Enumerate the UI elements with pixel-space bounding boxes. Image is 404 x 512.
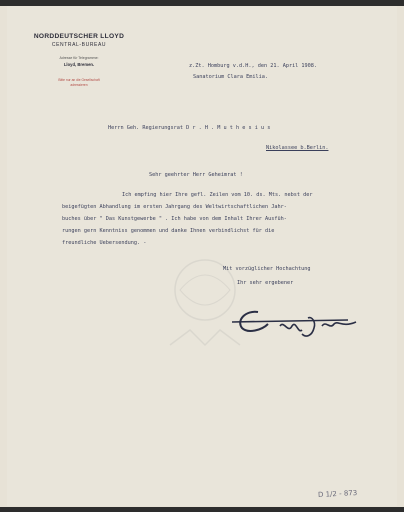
handwritten-signature <box>228 300 368 342</box>
body-line-2: beigefügten Abhandlung im ersten Jahrgang des Weltwirtschaftlichen Jahr- <box>62 204 287 210</box>
letterhead-company: NORDDEUTSCHER LLOYD <box>33 33 125 40</box>
body-line-4: rungen gern Kenntniss genommen und danke Ihnen verbindlichst für die <box>62 228 275 234</box>
letterhead-department: CENTRAL-BUREAU <box>51 42 107 48</box>
letterhead-note-line-1: Bitte nur an die Gesellschaft <box>58 78 100 82</box>
archive-mark: D 1/2 - 873 <box>317 488 358 500</box>
letterhead-address-label: Adresse für Telegramme: <box>59 56 99 60</box>
letterhead-telegram-address: Lloyd, Bremen. <box>63 62 95 67</box>
closing-line-2: Ihr sehr ergebener <box>237 280 294 286</box>
closing-line-1: Mit vorzüglicher Hochachtung <box>223 266 311 272</box>
recipient: Herrn Geh. Regierungsrat D r . H . M u t h e s i u s <box>108 125 271 131</box>
letterhead-note-line-2: adressieren <box>70 83 88 87</box>
scan-border-bottom <box>0 507 404 512</box>
salutation: Sehr geehrter Herr Geheimrat ! <box>149 172 243 178</box>
sanatorium-line: Sanatorium Clara Emilia. <box>193 74 268 80</box>
body-line-1: Ich empfing hier Ihre gefl. Zeilen vom 10. ds. Mts. nebst der <box>122 192 313 198</box>
place-date: z.Zt. Homburg v.d.H., den 21. April 1908. <box>189 63 318 69</box>
recipient-address: Nikolassee b.Berlin. <box>266 145 329 151</box>
body-line-5: freundliche Uebersendung. - <box>62 240 147 246</box>
body-line-3: buches über " Das Kunstgewerbe " . Ich habe von dem Inhalt Ihrer Ausfüh- <box>62 216 287 222</box>
